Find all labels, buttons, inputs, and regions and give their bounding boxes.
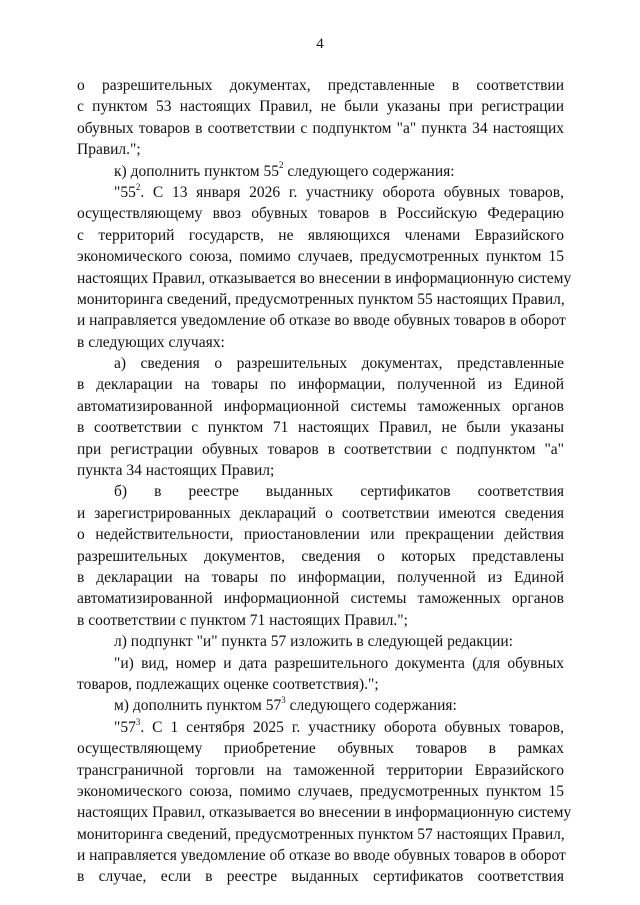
clause-55-2-first-line — [77, 182, 564, 203]
text-line: а) сведения о разрешительных документах, представленные — [114, 355, 564, 373]
text-line: в следующих случаях: — [77, 333, 225, 351]
text-line: и направляется уведомление об отказе во вводе обувных товаров в оборот — [77, 312, 566, 330]
text-line: настоящих Правил, отказывается во внесении в информационную систему — [77, 804, 572, 822]
text-line: настоящих Правил, отказывается во внесении в информационную систему — [77, 269, 572, 287]
superscript: 2 — [278, 160, 284, 171]
text-line: о разрешительных документах, представленные в соответствии — [77, 77, 564, 94]
text-line: в соответствии с пунктом 71 настоящих Правил."; — [77, 611, 408, 629]
text-line: осуществляющему ввоз обувных товаров в Российскую Федерацию — [77, 205, 564, 223]
text-line: автоматизированной информационной системы таможенных органов — [77, 590, 564, 608]
clause-57-3-first-line — [77, 717, 564, 738]
text-line: товаров, подлежащих оценке соответствия)."; — [77, 675, 379, 693]
text-line: и зарегистрированных деклараций о соответствии имеются сведения — [77, 504, 564, 522]
text-line: экономического союза, помимо случаев, предусмотренных пунктом 15 — [77, 248, 564, 266]
superscript: 3 — [135, 716, 141, 727]
text-fragment: к) дополнить пунктом 55 — [114, 162, 279, 180]
text-line: трансграничной торговли на таможенной территории Евразийского — [77, 761, 564, 779]
text-fragment: "57 — [114, 718, 136, 736]
superscript: 3 — [281, 695, 286, 706]
text-line: обувных товаров в соответствии с подпунктом "а" пункта 34 настоящих — [77, 119, 564, 137]
superscript: 2 — [135, 181, 141, 192]
text-fragment: следующего содержания: — [283, 162, 455, 180]
text-line: мониторинга сведений, предусмотренных пунктом 57 настоящих Правил, — [77, 825, 565, 843]
text-line: б) в реестре выданных сертификатов соответствия — [114, 483, 564, 501]
document-body — [77, 75, 572, 888]
text-line: о недействительности, приостановлении или прекращении действия — [77, 526, 564, 544]
text-line: л) подпункт "и" пункта 57 изложить в следующей редакции: — [114, 633, 513, 651]
text-line: в случае, если в реестре выданных сертификатов соответствия — [77, 868, 564, 886]
amendment-k-heading — [77, 161, 564, 182]
text-line: автоматизированной информационной системы таможенных органов — [77, 397, 564, 415]
text-line: с пунктом 53 настоящих Правил, не были указаны при регистрации — [77, 98, 564, 116]
text-line: при регистрации обувных товаров в соответствии с подпунктом "а" — [77, 440, 564, 458]
text-line: в декларации на товары по информации, полученной из Единой — [77, 376, 564, 394]
text-line: мониторинга сведений, предусмотренных пунктом 55 настоящих Правил, — [77, 290, 565, 308]
text-fragment: следующего содержания: — [285, 697, 457, 715]
text-line: Правил."; — [77, 141, 141, 159]
text-line: разрешительных документов, сведения о которых представлены — [77, 547, 564, 565]
text-fragment: м) дополнить пунктом 57 — [114, 697, 282, 715]
text-line: "и) вид, номер и дата разрешительного документа (для обувных — [114, 654, 564, 672]
text-line: осуществляющему приобретение обувных товаров в рамках — [77, 740, 564, 758]
amendment-m-heading — [77, 695, 564, 716]
text-line: экономического союза, помимо случаев, предусмотренных пунктом 15 — [77, 782, 564, 800]
text-line: и направляется уведомление об отказе во вводе обувных товаров в оборот — [77, 847, 566, 865]
text-line: в декларации на товары по информации, полученной из Единой — [77, 568, 564, 586]
text-fragment: . С 1 сентября 2025 г. участнику оборота обувных товаров, — [140, 718, 564, 736]
text-line: в соответствии с пунктом 71 настоящих Правил, не были указаны — [77, 419, 564, 437]
text-fragment: . С 13 января 2026 г. участнику оборота обувных товаров, — [140, 183, 564, 201]
page-number: 4 — [316, 36, 324, 52]
text-line: с территорий государств, не являющихся членами Евразийского — [77, 226, 564, 244]
text-line: пункта 34 настоящих Правил; — [77, 462, 275, 480]
text-fragment: "55 — [114, 183, 136, 201]
